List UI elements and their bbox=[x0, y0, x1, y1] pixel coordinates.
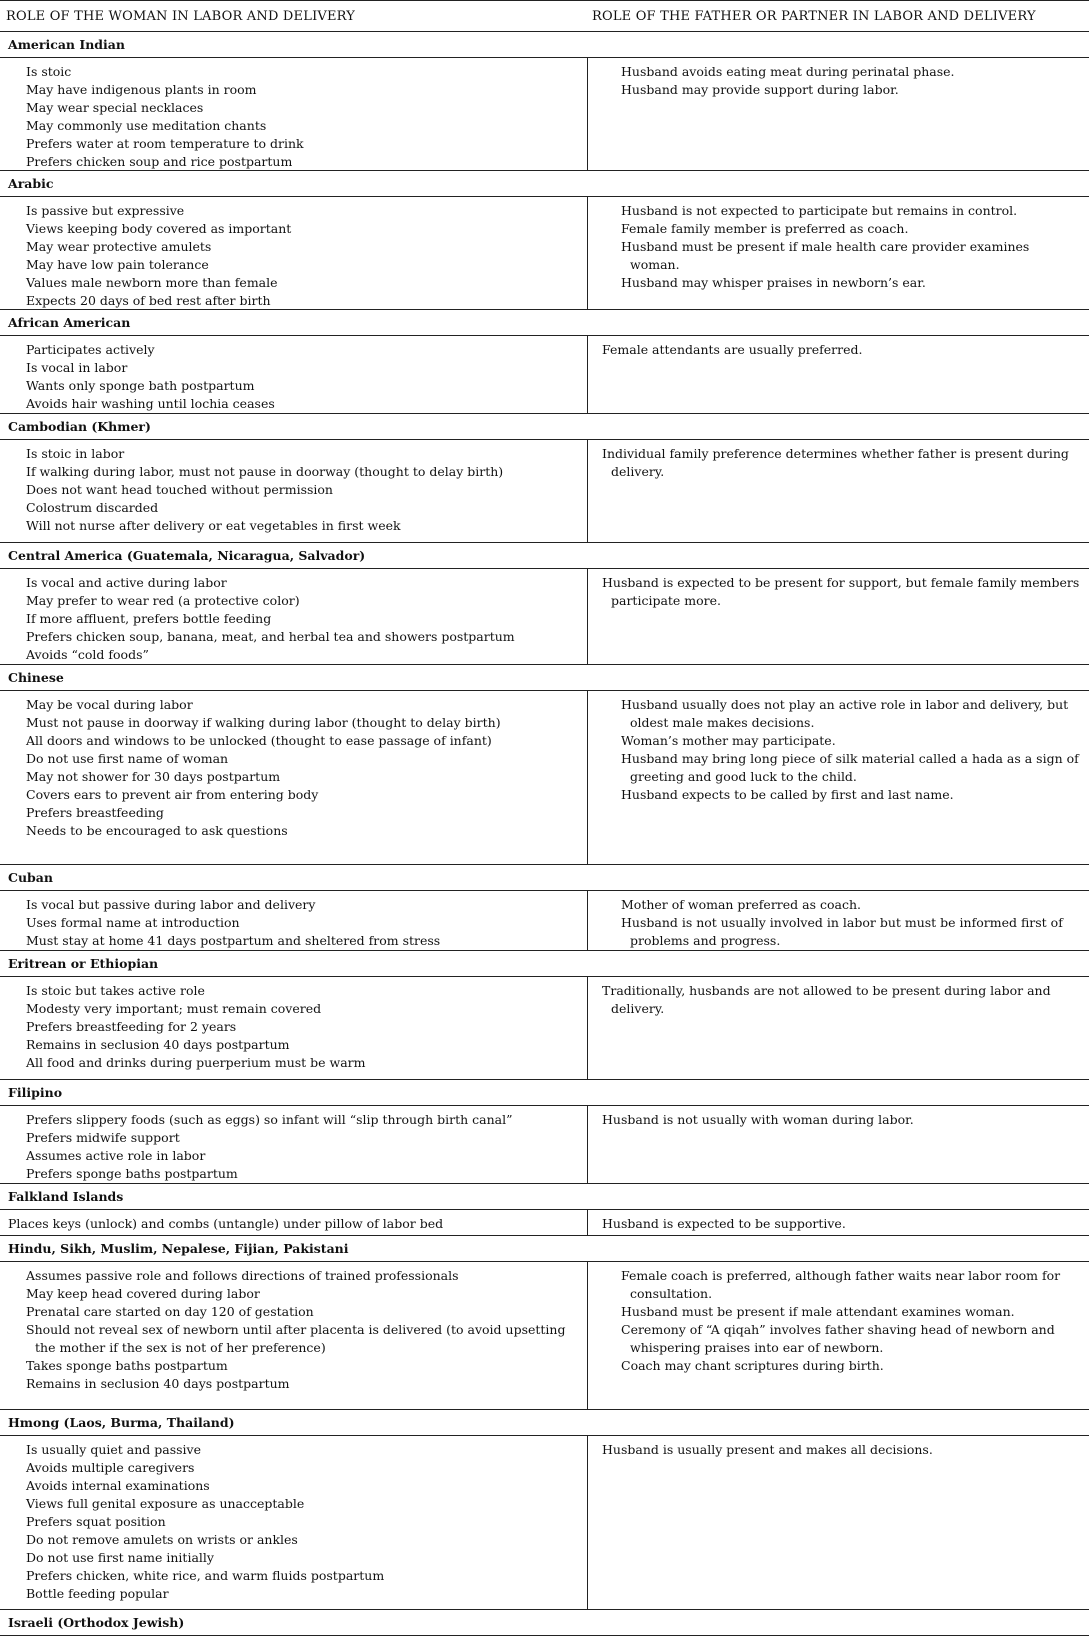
partner-role-item: Husband may bring long piece of silk material called a hada as a sign of greeting and good luck to the child. bbox=[621, 751, 1079, 784]
woman-role-item: Avoids hair washing until lochia ceases bbox=[26, 396, 275, 411]
partner-column-header: ROLE OF THE FATHER OR PARTNER IN LABOR AND DELIVERY bbox=[592, 9, 1036, 24]
woman-role-item: Prefers squat position bbox=[26, 1514, 166, 1529]
woman-role-item: May not shower for 30 days postpartum bbox=[26, 769, 281, 784]
partner-role-cell bbox=[588, 1262, 1089, 1409]
woman-role-item: Is passive but expressive bbox=[26, 203, 185, 218]
woman-role-cell bbox=[0, 691, 588, 864]
partner-role-item: Husband may whisper praises in newborn’s ear. bbox=[621, 275, 926, 290]
woman-role-item: Must stay at home 41 days postpartum and sheltered from stress bbox=[26, 933, 441, 948]
woman-role-item: May be vocal during labor bbox=[26, 697, 193, 712]
woman-role-item: Is stoic bbox=[26, 64, 72, 79]
group-row bbox=[0, 58, 1089, 171]
partner-role-cell bbox=[588, 440, 1089, 542]
partner-role-cell bbox=[588, 569, 1089, 664]
group-row bbox=[0, 1106, 1089, 1184]
partner-role-item: Ceremony of “A qiqah” involves father shaving head of newborn and whispering praises into ear of newborn. bbox=[621, 1322, 1055, 1355]
woman-role-item: Do not use first name initially bbox=[26, 1550, 214, 1565]
woman-role-item: Prefers breastfeeding bbox=[26, 805, 164, 820]
partner-role-item: Husband is not usually with woman during labor. bbox=[602, 1112, 914, 1127]
group-title: Hindu, Sikh, Muslim, Nepalese, Fijian, Pakistani bbox=[0, 1236, 1089, 1262]
group-title: Chinese bbox=[0, 665, 1089, 691]
partner-role-cell bbox=[588, 691, 1089, 864]
woman-role-item: Modesty very important; must remain covered bbox=[26, 1001, 322, 1016]
woman-role-item: All food and drinks during puerperium must be warm bbox=[26, 1055, 366, 1070]
woman-role-item: Prenatal care started on day 120 of gestation bbox=[26, 1304, 314, 1319]
woman-role-item: Is usually quiet and passive bbox=[26, 1442, 201, 1457]
table-header bbox=[0, 1, 1089, 32]
partner-role-item: Female coach is preferred, although father waits near labor room for consultation. bbox=[621, 1268, 1061, 1301]
group-title: Cambodian (Khmer) bbox=[0, 414, 1089, 440]
woman-role-item: Prefers slippery foods (such as eggs) so infant will “slip through birth canal” bbox=[26, 1112, 513, 1127]
woman-role-item: If walking during labor, must not pause in doorway (thought to delay birth) bbox=[26, 464, 504, 479]
group-title: Arabic bbox=[0, 171, 1089, 197]
woman-role-item: Is vocal in labor bbox=[26, 360, 128, 375]
woman-role-item: Remains in seclusion 40 days postpartum bbox=[26, 1037, 290, 1052]
group-row bbox=[0, 1210, 1089, 1236]
group-row bbox=[0, 336, 1089, 414]
woman-role-item: If more affluent, prefers bottle feeding bbox=[26, 611, 272, 626]
woman-role-item: Prefers chicken soup, banana, meat, and herbal tea and showers postpartum bbox=[26, 629, 515, 644]
partner-role-item: Husband may provide support during labor. bbox=[621, 82, 899, 97]
woman-role-item: Colostrum discarded bbox=[26, 500, 159, 515]
table-body bbox=[0, 32, 1089, 1636]
partner-role-cell bbox=[588, 891, 1089, 950]
woman-role-item: Does not want head touched without permission bbox=[26, 482, 333, 497]
woman-role-item: Uses formal name at introduction bbox=[26, 915, 240, 930]
woman-role-item: Is vocal but passive during labor and delivery bbox=[26, 897, 316, 912]
group-row bbox=[0, 1436, 1089, 1610]
woman-role-item: Is vocal and active during labor bbox=[26, 575, 227, 590]
partner-role-item: Traditionally, husbands are not allowed to be present during labor and delivery. bbox=[602, 983, 1051, 1016]
woman-role-item: Is stoic in labor bbox=[26, 446, 125, 461]
group-title: Eritrean or Ethiopian bbox=[0, 951, 1089, 977]
partner-role-item: Husband is expected to be supportive. bbox=[602, 1216, 846, 1231]
partner-role-item: Female family member is preferred as coach. bbox=[621, 221, 909, 236]
woman-role-cell bbox=[0, 440, 588, 542]
group-row bbox=[0, 977, 1089, 1080]
woman-role-item: Views keeping body covered as important bbox=[26, 221, 292, 236]
group-title: Filipino bbox=[0, 1080, 1089, 1106]
group-title: Central America (Guatemala, Nicaragua, Salvador) bbox=[0, 543, 1089, 569]
woman-role-cell bbox=[0, 58, 588, 170]
partner-role-item: Husband is not usually involved in labor but must be informed first of problems and progress. bbox=[621, 915, 1063, 948]
woman-role-cell bbox=[0, 1210, 588, 1235]
woman-role-cell bbox=[0, 1262, 588, 1409]
woman-role-item: May commonly use meditation chants bbox=[26, 118, 267, 133]
woman-role-item: Values male newborn more than female bbox=[26, 275, 278, 290]
woman-role-item: Wants only sponge bath postpartum bbox=[26, 378, 255, 393]
woman-role-cell bbox=[0, 197, 588, 309]
woman-role-item: May keep head covered during labor bbox=[26, 1286, 260, 1301]
woman-role-item: Expects 20 days of bed rest after birth bbox=[26, 293, 271, 308]
woman-role-cell bbox=[0, 336, 588, 413]
woman-role-item: Prefers water at room temperature to drink bbox=[26, 136, 304, 151]
partner-role-item: Mother of woman preferred as coach. bbox=[621, 897, 861, 912]
group-row bbox=[0, 1262, 1089, 1410]
group-title: Israeli (Orthodox Jewish) bbox=[0, 1610, 1089, 1636]
woman-role-item: Takes sponge baths postpartum bbox=[26, 1358, 228, 1373]
woman-role-item: May have indigenous plants in room bbox=[26, 82, 257, 97]
partner-role-item: Female attendants are usually preferred. bbox=[602, 342, 863, 357]
partner-role-item: Husband avoids eating meat during perinatal phase. bbox=[621, 64, 955, 79]
partner-role-item: Husband usually does not play an active role in labor and delivery, but oldest male makes decisions. bbox=[621, 697, 1069, 730]
woman-role-item: Assumes active role in labor bbox=[26, 1148, 206, 1163]
woman-role-item: All doors and windows to be unlocked (thought to ease passage of infant) bbox=[26, 733, 492, 748]
woman-role-item: Will not nurse after delivery or eat vegetables in first week bbox=[26, 518, 401, 533]
woman-role-item: Is stoic but takes active role bbox=[26, 983, 205, 998]
partner-role-item: Husband is not expected to participate but remains in control. bbox=[621, 203, 1018, 218]
partner-role-item: Woman’s mother may participate. bbox=[621, 733, 836, 748]
partner-role-item: Husband must be present if male health care provider examines woman. bbox=[621, 239, 1030, 272]
woman-role-cell bbox=[0, 1106, 588, 1183]
partner-role-item: Husband is usually present and makes all decisions. bbox=[602, 1442, 933, 1457]
woman-role-item: Avoids internal examinations bbox=[26, 1478, 210, 1493]
woman-role-item: Remains in seclusion 40 days postpartum bbox=[26, 1376, 290, 1391]
partner-role-cell bbox=[588, 1106, 1089, 1183]
group-title: African American bbox=[0, 310, 1089, 336]
woman-role-item: Places keys (unlock) and combs (untangle) under pillow of labor bed bbox=[8, 1216, 444, 1231]
partner-role-item: Husband expects to be called by first and last name. bbox=[621, 787, 954, 802]
woman-column-header: ROLE OF THE WOMAN IN LABOR AND DELIVERY bbox=[6, 9, 356, 24]
woman-role-item: Participates actively bbox=[26, 342, 155, 357]
group-row bbox=[0, 691, 1089, 865]
partner-role-item: Husband must be present if male attendant examines woman. bbox=[621, 1304, 1015, 1319]
woman-role-item: May wear special necklaces bbox=[26, 100, 204, 115]
partner-role-cell bbox=[588, 977, 1089, 1079]
partner-role-item: Husband is expected to be present for support, but female family members participate more. bbox=[602, 575, 1080, 608]
partner-role-cell bbox=[588, 58, 1089, 170]
woman-role-item: Must not pause in doorway if walking during labor (thought to delay birth) bbox=[26, 715, 501, 730]
woman-role-item: Needs to be encouraged to ask questions bbox=[26, 823, 288, 838]
group-title: Falkland Islands bbox=[0, 1184, 1089, 1210]
partner-role-cell bbox=[588, 336, 1089, 413]
woman-role-item: May have low pain tolerance bbox=[26, 257, 209, 272]
group-title: American Indian bbox=[0, 32, 1089, 58]
woman-role-item: Do not remove amulets on wrists or ankles bbox=[26, 1532, 298, 1547]
woman-role-item: Avoids “cold foods” bbox=[26, 647, 149, 662]
group-row bbox=[0, 197, 1089, 310]
woman-role-cell bbox=[0, 1436, 588, 1609]
woman-role-item: Covers ears to prevent air from entering body bbox=[26, 787, 319, 802]
woman-role-item: Prefers chicken, white rice, and warm fluids postpartum bbox=[26, 1568, 385, 1583]
woman-role-item: Prefers breastfeeding for 2 years bbox=[26, 1019, 237, 1034]
woman-role-cell bbox=[0, 977, 588, 1079]
woman-role-item: Avoids multiple caregivers bbox=[26, 1460, 195, 1475]
partner-role-item: Individual family preference determines whether father is present during delivery. bbox=[602, 446, 1069, 479]
woman-role-item: Bottle feeding popular bbox=[26, 1586, 169, 1601]
woman-role-item: Do not use first name of woman bbox=[26, 751, 229, 766]
woman-role-item: Prefers chicken soup and rice postpartum bbox=[26, 154, 293, 169]
partner-role-cell bbox=[588, 1210, 1089, 1235]
woman-role-cell bbox=[0, 569, 588, 664]
partner-role-item: Coach may chant scriptures during birth. bbox=[621, 1358, 884, 1373]
woman-role-cell bbox=[0, 891, 588, 950]
woman-role-item: Views full genital exposure as unacceptable bbox=[26, 1496, 305, 1511]
woman-role-item: Assumes passive role and follows directions of trained professionals bbox=[26, 1268, 459, 1283]
group-row bbox=[0, 569, 1089, 665]
woman-role-item: May wear protective amulets bbox=[26, 239, 212, 254]
partner-role-cell bbox=[588, 197, 1089, 309]
group-title: Hmong (Laos, Burma, Thailand) bbox=[0, 1410, 1089, 1436]
partner-role-cell bbox=[588, 1436, 1089, 1609]
woman-role-item: Prefers midwife support bbox=[26, 1130, 180, 1145]
woman-role-item: Should not reveal sex of newborn until after placenta is delivered (to avoid upsetting the mother if the sex is not of her preference) bbox=[26, 1322, 566, 1355]
group-row bbox=[0, 440, 1089, 543]
woman-role-item: Prefers sponge baths postpartum bbox=[26, 1166, 238, 1181]
group-row bbox=[0, 891, 1089, 951]
group-title: Cuban bbox=[0, 865, 1089, 891]
woman-role-item: May prefer to wear red (a protective color) bbox=[26, 593, 300, 608]
